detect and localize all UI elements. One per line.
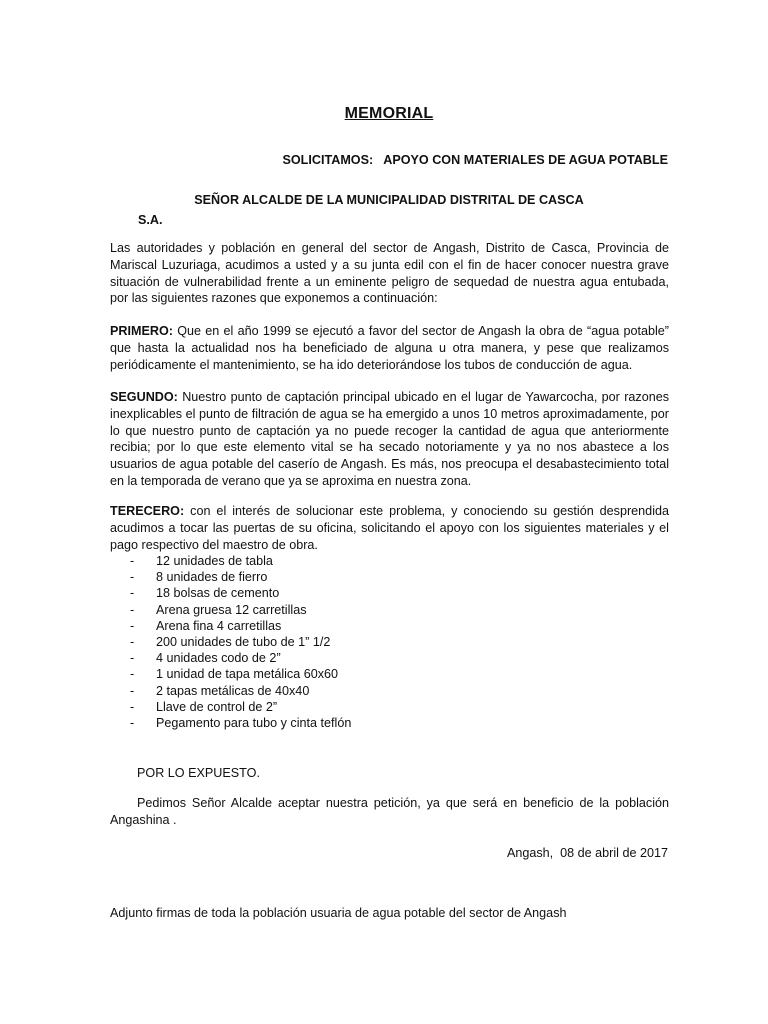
bullet-dash: - — [130, 651, 135, 666]
subject-line: SOLICITAMOS: APOYO CON MATERIALES DE AGUA POTABLE — [282, 153, 668, 167]
bullet-dash: - — [130, 554, 135, 568]
second-paragraph — [110, 389, 669, 490]
first-label: PRIMERO: — [110, 324, 173, 338]
list-item — [130, 618, 351, 634]
second-label: SEGUNDO: — [110, 390, 178, 404]
request-paragraph: Pedimos Señor Alcalde aceptar nuestra petición, ya que será en beneficio de la población Angashina . — [110, 796, 669, 827]
salutation: S.A. — [138, 213, 163, 227]
list-item — [130, 715, 351, 731]
list-item — [130, 585, 351, 601]
third-text: con el interés de solucionar este problema, y conociendo su gestión desprendida acudimos a tocar las puertas de su oficina, solicitando el apoyo con los siguientes materiales y el pago respectivo del maestro de obra. — [110, 504, 669, 552]
material-text: Llave de control de 2” — [156, 699, 278, 714]
list-item — [130, 699, 351, 715]
list-item — [130, 650, 351, 666]
bullet-dash: - — [130, 699, 135, 714]
document-title: MEMORIAL — [344, 105, 434, 122]
conclusion-line: POR LO EXPUESTO. — [137, 766, 260, 780]
materials-list — [130, 553, 351, 731]
addressee-line: SEÑOR ALCALDE DE LA MUNICIPALIDAD DISTRITAL DE CASCA — [194, 193, 584, 207]
material-text: Pegamento para tubo y cinta teflón — [156, 715, 352, 730]
material-text: 1 unidad de tapa metálica 60x60 — [156, 667, 339, 682]
material-text: 200 unidades de tubo de 1” 1/2 — [156, 634, 331, 649]
list-item — [130, 666, 351, 682]
first-paragraph — [110, 323, 669, 373]
list-item — [130, 683, 351, 699]
material-text: 4 unidades codo de 2” — [156, 651, 281, 666]
list-item — [130, 602, 351, 618]
bullet-dash: - — [130, 570, 135, 585]
list-item — [130, 569, 351, 585]
first-text: Que en el año 1999 se ejecutó a favor del sector de Angash la obra de “agua potable” que hasta la actualidad nos ha beneficiado de alguna u otra manera, y pese que realizamos periódicamente el mantenimiento, se ha ido deteriorándose los tubos de conducción de agua. — [110, 324, 669, 372]
bullet-dash: - — [130, 602, 135, 617]
bullet-dash: - — [130, 667, 135, 682]
list-item — [130, 553, 351, 569]
bullet-dash: - — [130, 634, 135, 649]
bullet-dash: - — [130, 618, 135, 633]
material-text: 8 unidades de fierro — [156, 570, 268, 585]
bullet-dash: - — [130, 586, 135, 601]
material-text: Arena fina 4 carretillas — [156, 618, 282, 633]
bullet-dash: - — [130, 683, 135, 698]
material-text: 12 unidades de tabla — [156, 554, 273, 568]
material-text: Arena gruesa 12 carretillas — [156, 602, 307, 617]
second-text: Nuestro punto de captación principal ubicado en el lugar de Yawarcocha, por razones inexplicables el punto de filtración de agua se ha emergido a unos 10 metros aproximadamente, por lo que nuestro punto de captación ya no puede recoger la cantidad de agua que anteriormente recibia; por lo que este elemento vital se ha secado notoriamente y ya no nos abastece a los usuarios de agua potable del caserío de Angash. Es más, nos preocupa el desabastecimiento total en la temporada de verano que ya se aproxima en nuestra zona. — [110, 390, 669, 488]
list-item — [130, 634, 351, 650]
attachment-note: Adjunto firmas de toda la población usuaria de agua potable del sector de Angash — [110, 906, 567, 920]
place-date: Angash, 08 de abril de 2017 — [506, 846, 668, 860]
bullet-dash: - — [130, 715, 135, 730]
material-text: 2 tapas metálicas de 40x40 — [156, 683, 310, 698]
intro-paragraph: Las autoridades y población en general del sector de Angash, Distrito de Casca, Provincia de Mariscal Luzuriaga, acudimos a usted y a su junta edil con el fin de hacer conocer nuestra grave situación de vulnerabilidad frente a un eminente peligro de sequedad de nuestra agua entubada, por las siguientes razones que exponemos a continuación: — [110, 241, 669, 306]
material-text: 18 bolsas de cemento — [156, 586, 280, 601]
third-paragraph — [110, 503, 669, 553]
third-label: TERECERO: — [110, 504, 185, 518]
